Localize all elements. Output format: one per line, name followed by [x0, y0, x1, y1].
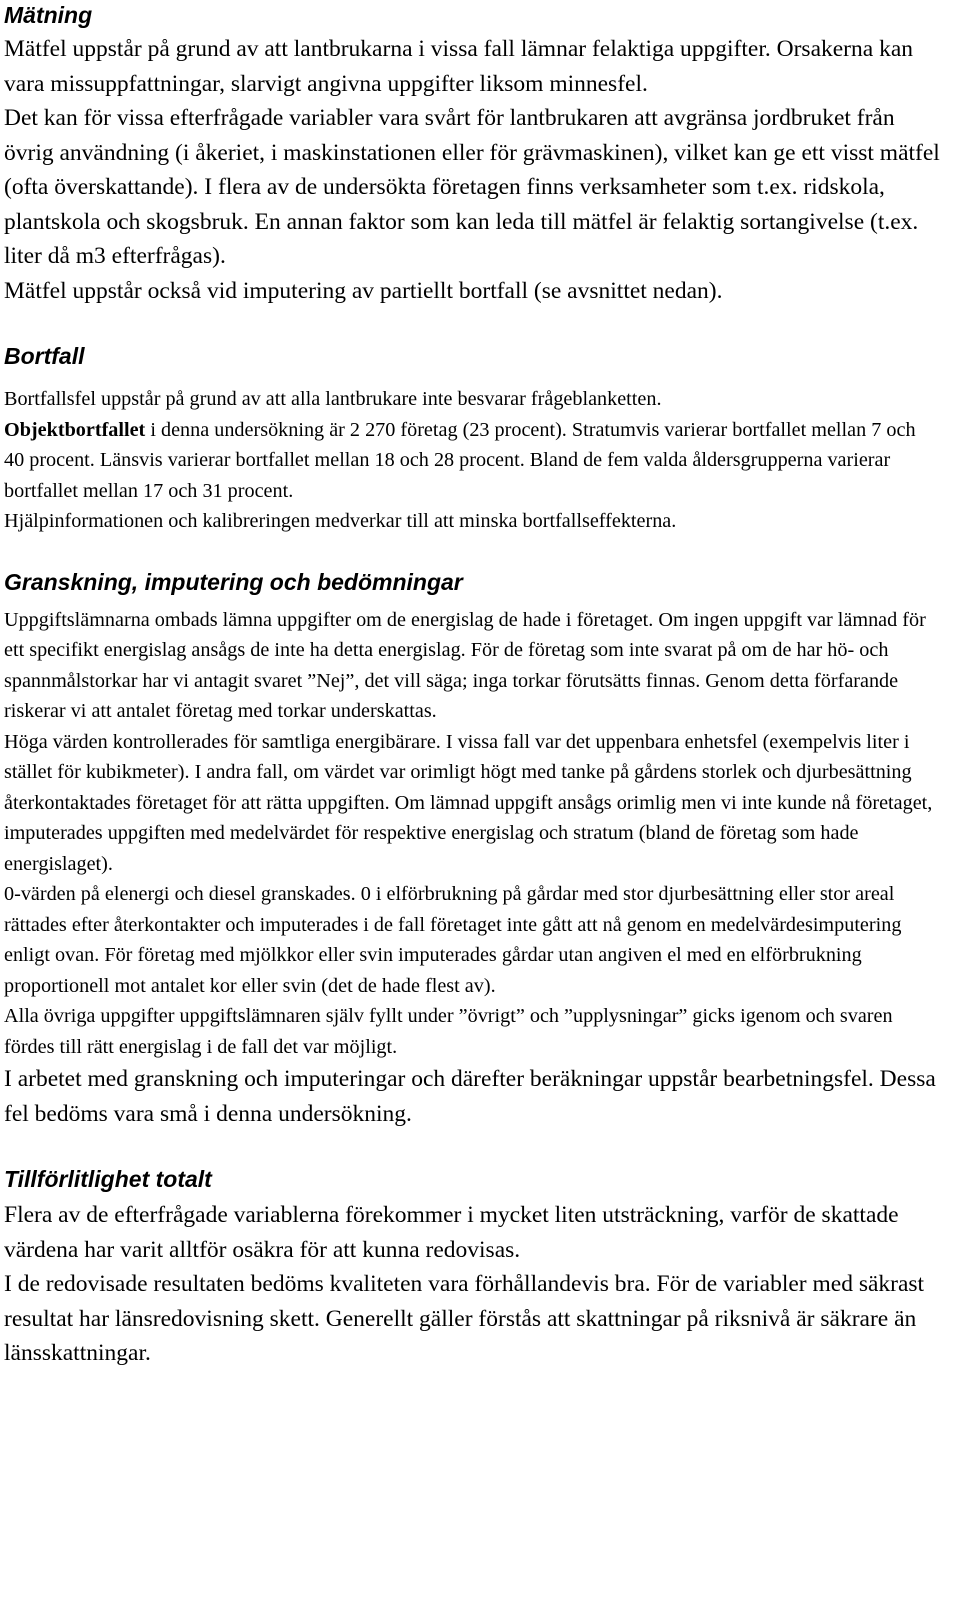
section-heading-matning: Mätning: [4, 2, 93, 28]
section-bortfall: [4, 341, 940, 537]
paragraph: Uppgiftslämnarna ombads lämna uppgifter om de energislag de hade i företaget. Om ingen uppgift var lämnad för ett specifikt energislag ansågs de inte ha detta energislag. För de företag som inte svarat på om de har hö- och spannmålstorkar har vi antagit svaret ”Nej”, det vill säga; inga torkar förutsätts finnas. Genom detta förfarande riskerar vi att antalet företag med torkar underskattas.: [4, 608, 926, 722]
bold-term: Objektbortfallet: [4, 418, 146, 441]
paragraph: Det kan för vissa efterfrågade variabler vara svårt för lantbrukaren att avgränsa jordbruket från övrig användning (i åkeriet, i maskinstationen eller för grävmaskinen), vilket kan ge ett visst mätfel (ofta överskattande). I flera av de undersökta företagen finns verksamheter som t.ex. ridskola, plantskola och skogsbruk. En annan faktor som kan leda till mätfel är felaktig sortangivelse (t.ex. liter då m3 efterfrågas).: [4, 105, 940, 269]
section-matning: [4, 0, 940, 308]
paragraph: 0-värden på elenergi och diesel granskades. 0 i elförbrukning på gårdar med stor djurbesättning eller stor areal rättades efter återkontakter och imputerades i de fall företaget inte gått att nå genom en medelvärdesimputering enligt ovan. För företag med mjölkkor eller svin imputerades gårdar utan angiven el med en elförbrukning proportionell mot antalet kor eller svin (det de hade flest av).: [4, 883, 902, 997]
section-heading-tillforlitlighet: Tillförlitlighet totalt: [4, 1166, 212, 1192]
paragraph-text: i denna undersökning är 2 270 företag (23 procent). Stratumvis varierar bortfallet mellan 7 och 40 procent. Länsvis varierar bortfallet mellan 18 och 28 procent. Bland de fem valda åldersgrupperna varierar bortfallet mellan 17 och 31 procent.: [4, 418, 916, 502]
paragraph: I arbetet med granskning och imputeringar och därefter beräkningar uppstår bearbetningsfel. Dessa fel bedöms vara små i denna undersökning.: [4, 1066, 936, 1127]
section-heading-granskning: Granskning, imputering och bedömningar: [4, 568, 463, 595]
paragraph: I de redovisade resultaten bedöms kvaliteten vara förhållandevis bra. För de variabler med säkrast resultat har länsredovisning skett. Generellt gäller förstås att skattningar på riksnivå är säkrare än länsskattningar.: [4, 1271, 925, 1366]
paragraph: Mätfel uppstår på grund av att lantbrukarna i vissa fall lämnar felaktiga uppgifter. Orsakerna kan vara missuppfattningar, slarvigt angivna uppgifter liksom minnesfel.: [4, 36, 913, 97]
paragraph: Bortfallsfel uppstår på grund av att alla lantbrukare inte besvarar frågeblanketten.: [4, 388, 662, 410]
paragraph: [4, 415, 940, 507]
section-heading-bortfall: Bortfall: [4, 343, 85, 369]
paragraph: Flera av de efterfrågade variablerna förekommer i mycket liten utsträckning, varför de skattade värdena har varit alltför osäkra för att kunna redovisas.: [4, 1202, 899, 1263]
paragraph: Alla övriga uppgifter uppgiftslämnaren själv fyllt under ”övrigt” och ”upplysningar” gicks igenom och svaren fördes till rätt energislag i de fall det var möjligt.: [4, 1005, 893, 1058]
section-granskning: [4, 567, 940, 1132]
section-tillforlitlighet: [4, 1164, 940, 1371]
paragraph: Hjälpinformationen och kalibreringen medverkar till att minska bortfallseffekterna.: [4, 510, 677, 532]
paragraph: Mätfel uppstår också vid imputering av partiellt bortfall (se avsnittet nedan).: [4, 277, 723, 304]
paragraph: Höga värden kontrollerades för samtliga energibärare. I vissa fall var det uppenbara enhetsfel (exempelvis liter i stället för kubikmeter). I andra fall, om värdet var orimligt högt med tanke på gårdens storlek och djurbesättning återkontaktades företaget för att rätta uppgiften. Om lämnad uppgift ansågs orimlig men vi inte kunde nå företaget, imputerades uppgiften med medelvärdet för respektive energislag och stratum (bland de företag som hade energislaget).: [4, 730, 933, 875]
